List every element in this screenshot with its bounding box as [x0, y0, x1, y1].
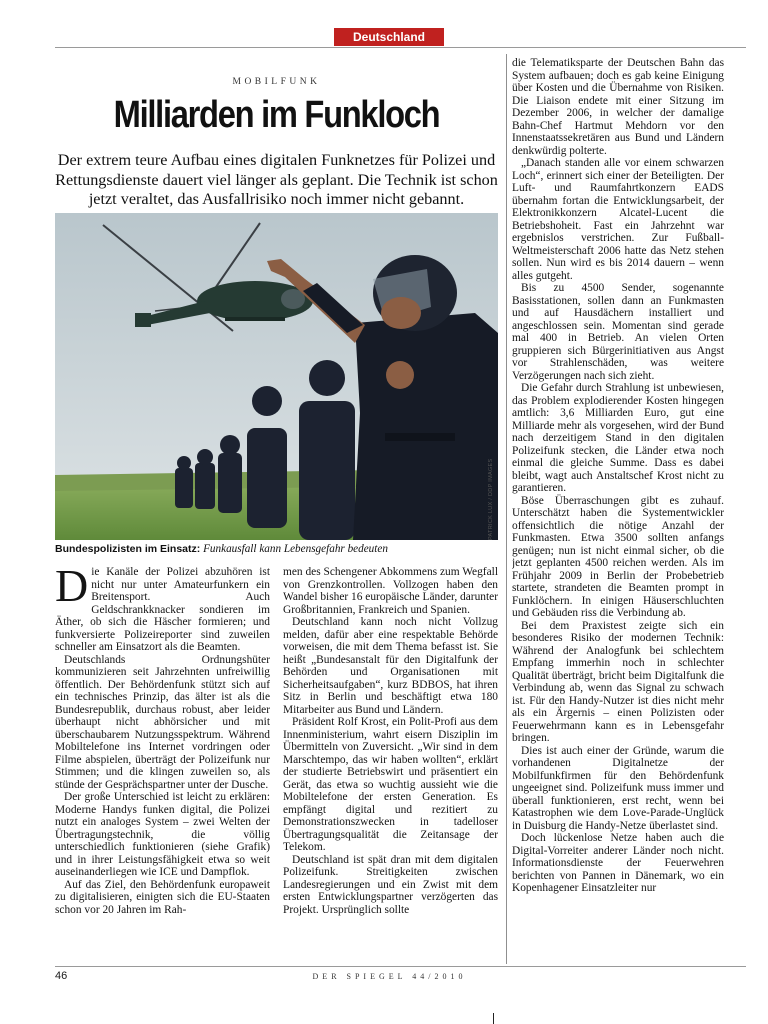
- page-number: 46: [55, 970, 68, 982]
- paragraph: Deutschlands Ordnungshüter kommunizieren seit Jahrzehnten unfreiwillig öffentlich. Der Behördenfunk stützt sich auf ein technisches Prinzip, das älter ist als die Bundesrepublik, durchaus robust, aber leider überhaupt nicht abhörsicher und mit überschaubarem Nutzungsspektrum. Während Mobiltelefone ins Internet vordringen oder Filme abspielen, überträgt der Polizeifunk nur Stimmen; und die klingen zuweilen so, als stünde der Gesprächspartner unter der Dusche.: [55, 653, 270, 791]
- paragraph: Präsident Rolf Krost, ein Polit-Profi aus dem Innenministerium, wahrt eisern Disziplin im Übermitteln von Zuversicht. „Wir sind in dem Marschtempo, das wir haben wollten“, erklärt der studierte Betriebswirt und präsentiert ein Gerät, das etwa so wuchtig aussieht wie die Mobiltelefone der ersten Generation. Es empfängt digital und rezitiert zu Demonstrationszwecken in tadelloser Übertragungsqualität die Zeitansage der Telekom.: [283, 716, 498, 853]
- column-divider: [506, 54, 507, 964]
- article-photo: [55, 213, 498, 540]
- paragraph: Der große Unterschied ist leicht zu erklären: Moderne Handys funken digital, die Polizei nutzt ein analoges System – zwei Welten der Übertragungstechnik, die völlig unterschiedlich funktionieren (siehe Grafik) und in ihrer Leistungsfähigkeit etwa so weit auseinanderliegen wie ICE und Dampflok.: [55, 791, 270, 878]
- photo-credit: PATRICK LUX / DDP IMAGES: [488, 458, 494, 540]
- top-rule: [55, 47, 746, 48]
- article-column-2: [283, 566, 498, 958]
- paragraph: Doch lückenlose Netze haben auch die Digital-Vorreiter anderer Länder noch nicht. Informationsdienste der Feuerwehren berichten von Pannen in Dänemark, wo ein Kopenhagener Einsatzleiter nur: [512, 832, 724, 894]
- paragraph: die Telematiksparte der Deutschen Bahn das System aufbauen; doch es gab keine Einigung über Kosten und die Übernahme von Risiken. Die Liaison endete mit einer Sitzung im Dezember 2006, in welcher der damalige Bahn-Chef Hartmut Mehdorn vor den Innenstaatssekretären aus Bund und Ländern denkwürdig polterte.: [512, 57, 724, 157]
- paragraph: Deutschland kann noch nicht Vollzug melden, dafür aber eine respektable Behörde vorweisen, die mit dem Thema befasst ist. Sie heißt „Bundesanstalt für den Digitalfunk der Behörden und Organisationen mit Sicherheitsaufgaben“, kurz BDBOS, hat ihren Sitz in Berlin und beschäftigt etwa 180 Mitarbeiter aus Bund und Ländern.: [283, 616, 498, 716]
- caption-label: Bundespolizisten im Einsatz:: [55, 543, 201, 555]
- paragraph: Bis zu 4500 Sender, sogenannte Basisstationen, sollen dann an Funkmasten und auf Hausdächern installiert und angeschlossen sein. Momentan sind gerade mal 400 in Betrieb. An vielen Orten gruppieren sich Bürgerinitiativen aus Angst vor Strahlenschäden, was weitere Verzögerungen nach sich zieht.: [512, 282, 724, 382]
- paragraph: „Danach standen alle vor einem schwarzen Loch“, erinnert sich einer der Beteiligten. Der Luft- und Raumfahrtkonzern EADS übernahm fortan die Entwicklungsarbeit, der Elektronikkonzern Alcatel-Lucent die Betriebshoheit. Fast ein Jahrzehnt war ergebnislos verstrichen. Zur Fußball-Weltmeisterschaft 2006 hatte das Netz stehen sollen. Nun wird es bis 2014 dauern – wenn alles gutgeht.: [512, 157, 724, 282]
- article-column-3: [512, 57, 724, 959]
- headline: Milliarden im Funkloch: [113, 94, 440, 136]
- paragraph: men des Schengener Abkommens zum Wegfall von Grenzkontrollen. Vollzogen haben den Wandel bisher 16 europäische Länder, darunter Großbritannien, Frankreich und Spanien.: [283, 566, 498, 616]
- paragraph: Dies ist auch einer der Gründe, warum die vorhandenen Digitalnetze der Mobilfunkfirmen für den Behördenfunk ungeeignet sind. Polizeifunk muss immer und überall funktionieren, erst recht, wenn bei Katastrophen wie dem Love-Parade-Unglück in Duisburg die Handy-Netze überlastet sind.: [512, 744, 724, 832]
- crop-mark: [493, 1013, 494, 1024]
- kicker: MOBILFUNK: [232, 77, 321, 87]
- photo-caption: [55, 542, 498, 556]
- bottom-rule: [55, 966, 746, 967]
- section-label[interactable]: Deutschland: [334, 28, 444, 46]
- paragraph: Böse Überraschungen gibt es zuhauf. Unterschätzt haben die Systementwickler offensichtlich die nötige Anzahl der Funkmasten. Etwa 3500 sollten anfangs genügen; nun ist nicht einmal sicher, ob die jetzt geplanten 4500 reichen werden. Als im Frühjahr 2009 in Berlin der Probebetrieb startete, strandeten die Beamten prompt in Funklöchern. In einigen Häuserschluchten und Gebäuden riss die Verbindung ab.: [512, 494, 724, 619]
- paragraph: Bei dem Praxistest zeigte sich ein besonderes Risiko der modernen Technik: Während der Analogfunk bei schlechtem Empfang immerhin noch in schlechter Qualität überträgt, bricht beim Digitalfunk die Verbindung ab, wenn das Signal zu schwach ist. Für den Handy-Nutzer ist dies nicht mehr als ein Ärgernis – einen Polizisten oder Feuerwehrmann kann es in Lebensgefahr bringen.: [512, 619, 724, 744]
- caption-text: Funkausfall kann Lebensgefahr bedeuten: [203, 543, 388, 555]
- paragraph: Die Gefahr durch Strahlung ist unbewiesen, das Problem explodierender Kosten hingegen amtlich: 3,6 Milliarden Euro, gut eine Milliarde mehr als vorgesehen, wird der Bund nach derzeitigem Stand in den digitalen Polizeifunk stecken, die Länder etwa noch einmal die gleiche Summe. Dass es dabei bleibt, wagt auch Anstaltschef Krost nicht zu garantieren.: [512, 382, 724, 494]
- article-column-1: [55, 566, 270, 958]
- paragraph: Die Kanäle der Polizei abzuhören ist nicht nur unter Amateurfunkern ein Breitensport. Auch Geldschrankknacker sondieren im Äther, ob sich die Häscher formieren; und funkversierte Polizeireporter sind zuweilen schneller am Einsatzort als die Beamten.: [55, 566, 270, 653]
- paragraph: Auf das Ziel, den Behördenfunk europaweit zu digitalisieren, einigten sich die EU-Staaten schon vor 20 Jahren im Rah-: [55, 878, 270, 916]
- magazine-footer: DER SPIEGEL 44/2010: [312, 972, 467, 981]
- lead-paragraph: Der extrem teure Aufbau eines digitalen Funknetzes für Polizei und Rettungsdienste dauert viel länger als geplant. Die Technik ist schon jetzt veraltet, das Ausfallrisiko noch immer nicht gebannt.: [55, 151, 498, 208]
- drop-cap: D: [55, 566, 89, 611]
- paragraph: Deutschland ist spät dran mit dem digitalen Polizeifunk. Streitigkeiten zwischen Landesregierungen und ein Zwist mit dem ersten Entwicklungspartner verzögerten das Projekt. Ursprünglich sollte: [283, 853, 498, 916]
